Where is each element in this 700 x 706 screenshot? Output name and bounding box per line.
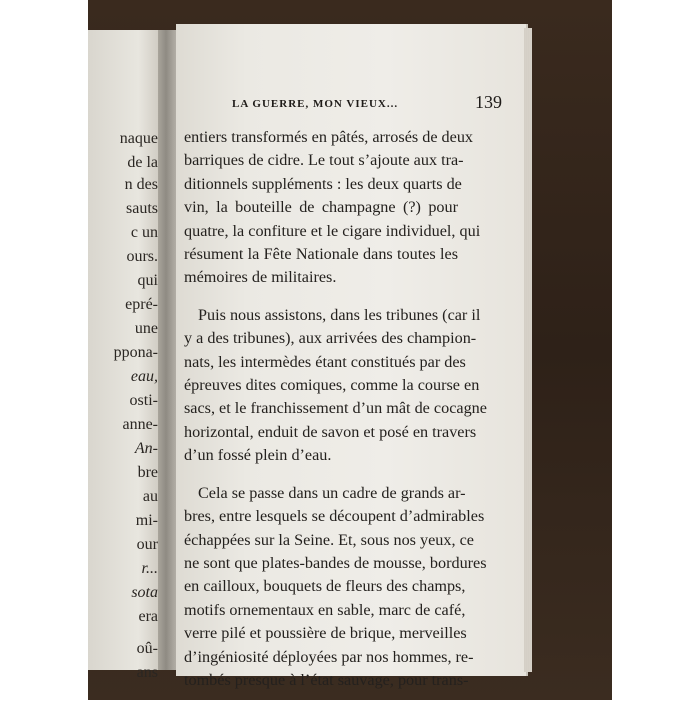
left-page-fragment: r... <box>141 560 158 577</box>
book-photo <box>88 0 612 700</box>
paragraph <box>184 482 487 693</box>
text-line: échappées sur la Seine. Et, sous nos yeux, ce <box>184 530 474 549</box>
text-line: vin, la bouteille de champagne (?) pour <box>184 198 458 217</box>
text-line: en cailloux, bouquets de fleurs des champs, <box>184 577 466 596</box>
text-line: barriques de cidre. Le tout s’ajoute aux tra- <box>184 151 464 170</box>
text-line: d’un fossé plein d’eau. <box>184 446 332 465</box>
left-page-fragment: anne- <box>122 416 158 433</box>
text-line: quatre, la confiture et le cigare individuel, qui <box>184 221 481 240</box>
left-page-fragment: bre <box>137 464 158 481</box>
text-line: tombés presque à l’état sauvage, pour trans- <box>184 670 469 689</box>
left-page-fragment: oû- <box>136 640 158 657</box>
left-page-fragment: n des <box>124 176 158 193</box>
text-line: d’ingéniosité déployées par nos hommes, re- <box>184 647 474 666</box>
left-page <box>88 30 160 681</box>
left-page-fragment: our <box>136 536 158 553</box>
left-page-fragment: c un <box>130 224 158 241</box>
text-line: résument la Fête Nationale dans toutes les <box>184 245 458 264</box>
text-line: Cela se passe dans un cadre de grands ar- <box>198 483 466 502</box>
text-line: sacs, et le franchissement d’un mât de cocagne <box>184 399 487 418</box>
text-line: Puis nous assistons, dans les tribunes (car il <box>198 305 481 324</box>
text-line: mémoires de militaires. <box>184 268 337 287</box>
left-page-fragment: qui <box>137 272 158 289</box>
paragraph <box>184 126 481 290</box>
left-page-fragment: ppona- <box>113 344 158 361</box>
book-gutter <box>158 30 178 670</box>
text-line: motifs ornementaux en sable, marc de café, <box>184 600 466 619</box>
text-line: verre pilé et poussière de brique, merveilles <box>184 624 467 643</box>
page-edge <box>524 28 532 672</box>
text-line: nats, les intermèdes étant constitués par des <box>184 352 466 371</box>
running-head <box>212 92 502 116</box>
text-line: épreuves dites comiques, comme la course en <box>184 376 480 395</box>
left-page-fragment: eau, <box>130 368 158 385</box>
left-page-fragment: une <box>134 320 158 337</box>
text-line: bres, entre lesquels se découpent d’admirables <box>184 507 485 526</box>
left-page-fragment: mi- <box>135 512 158 529</box>
left-page-fragment: ours. <box>126 248 158 265</box>
left-page-fragment: sauts <box>126 200 158 217</box>
paragraph <box>184 304 487 468</box>
text-line: ne sont que plates-bandes de mousse, bordures <box>184 553 487 572</box>
text-line: y a des tribunes), aux arrivées des champion- <box>184 329 477 348</box>
left-page-fragment: sota <box>131 584 158 601</box>
left-page-fragment: de la <box>127 154 158 171</box>
text-line: ditionnels suppléments : les deux quarts de <box>184 174 462 193</box>
body-text <box>184 126 487 706</box>
left-page-fragment: au <box>142 488 158 505</box>
text-line: horizontal, enduit de savon et posé en travers <box>184 422 477 441</box>
left-page-fragment: era <box>138 608 158 625</box>
left-page-fragment: osti- <box>129 392 158 409</box>
running-title: LA GUERRE, MON VIEUX... <box>232 98 399 110</box>
left-page-fragment: ans <box>136 664 158 681</box>
left-page-fragment: An- <box>134 440 158 457</box>
left-page-fragment: naque <box>119 130 158 147</box>
text-line: entiers transformés en pâtés, arrosés de deux <box>184 128 474 146</box>
left-page-fragment: epré- <box>125 296 158 313</box>
page-number: 139 <box>475 92 502 112</box>
